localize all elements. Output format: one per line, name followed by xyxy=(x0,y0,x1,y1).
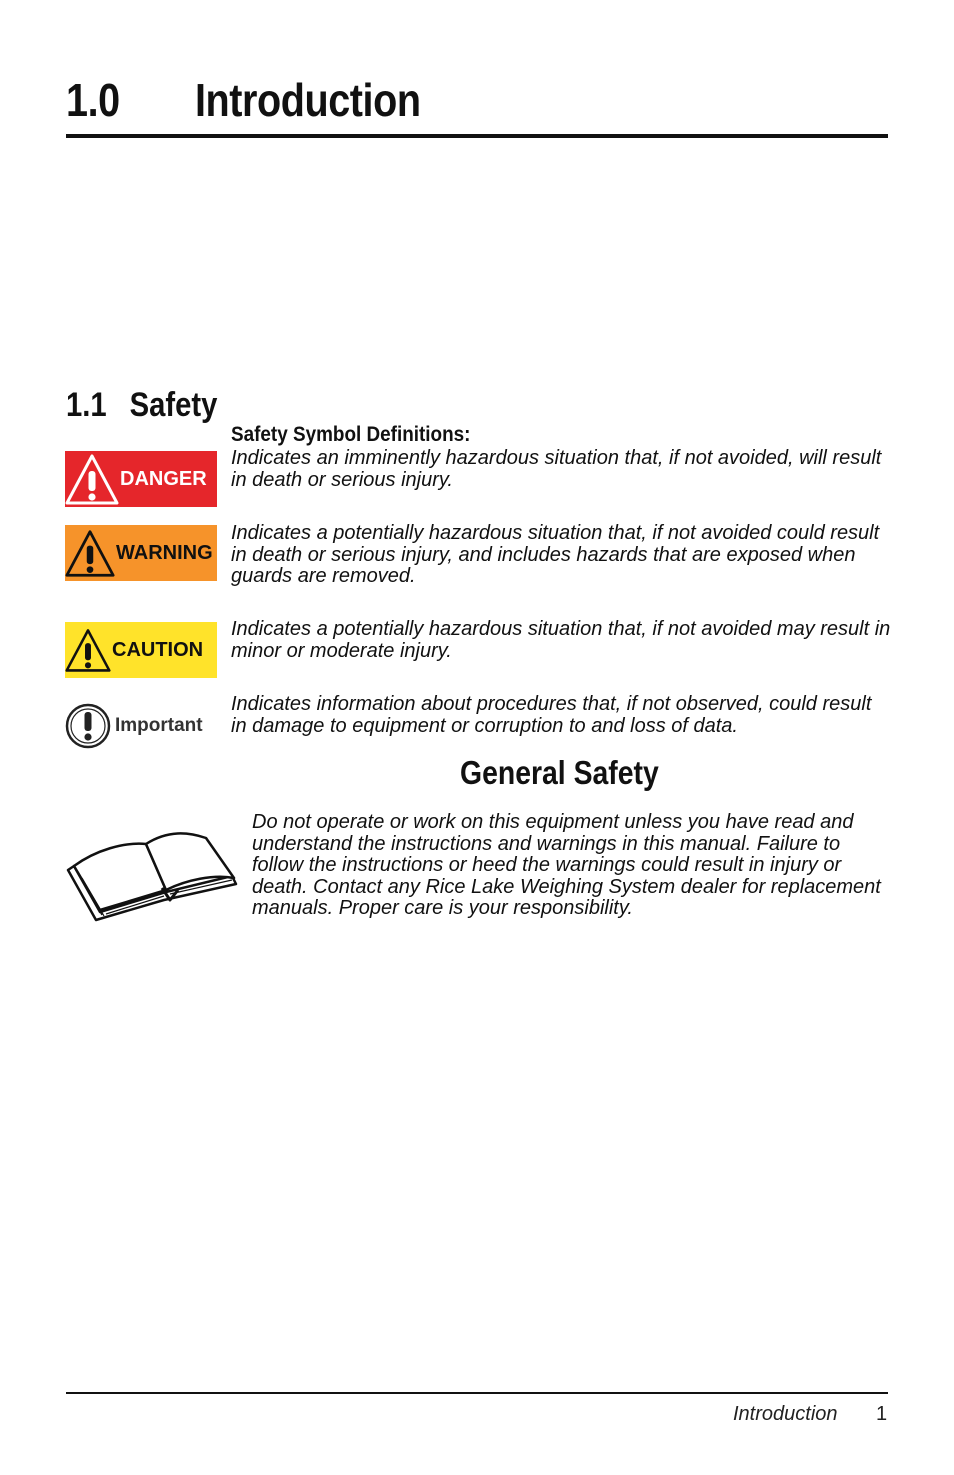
chapter-number: 1.0 xyxy=(66,74,120,126)
caution-label xyxy=(65,622,217,678)
section-title xyxy=(66,383,217,427)
header-rule xyxy=(66,134,888,138)
exclamation-triangle-icon xyxy=(65,453,119,505)
warning-label xyxy=(65,525,217,581)
caution-description: Indicates a potentially hazardous situation that, if not avoided may result in minor or moderate injury. xyxy=(231,618,891,662)
important-label-text: Important xyxy=(115,715,203,736)
chapter-name: Introduction xyxy=(195,74,421,126)
danger-description: Indicates an imminently hazardous situation that, if not avoided, will result in death or serious injury. xyxy=(231,447,882,491)
section-name: Safety xyxy=(129,386,218,424)
general-safety-text: Do not operate or work on this equipment unless you have read and understand the instructions and warnings in this manual. Failure to follow the instructions or heed the warnings could result in injury or death. Contact any Rice Lake Weighing System dealer for replacement manuals. Proper care is your responsibility. xyxy=(252,811,881,919)
danger-label xyxy=(65,451,217,507)
exclamation-circle-icon xyxy=(65,702,111,750)
danger-label-text: DANGER xyxy=(120,467,207,490)
caution-label-text: CAUTION xyxy=(112,638,204,661)
footer-rule xyxy=(66,1392,888,1394)
page-number: 1 xyxy=(876,1403,888,1425)
general-safety-heading: General Safety xyxy=(460,754,659,791)
exclamation-triangle-icon xyxy=(65,624,111,676)
exclamation-triangle-icon xyxy=(65,527,115,579)
definitions-heading: Safety Symbol Definitions: xyxy=(231,423,471,446)
open-book-icon xyxy=(66,828,238,927)
important-description: Indicates information about procedures that, if not observed, could result in damage to equipment or corruption to and loss of data. xyxy=(231,693,872,737)
warning-label-text: WARNING xyxy=(116,541,213,564)
section-number: 1.1 xyxy=(66,386,107,424)
warning-description: Indicates a potentially hazardous situation that, if not avoided could result in death or serious injury, and includes hazards that are exposed when guards are removed. xyxy=(231,522,880,587)
chapter-title xyxy=(66,70,773,130)
important-label xyxy=(65,701,217,751)
footer-section-label: Introduction xyxy=(733,1403,838,1425)
